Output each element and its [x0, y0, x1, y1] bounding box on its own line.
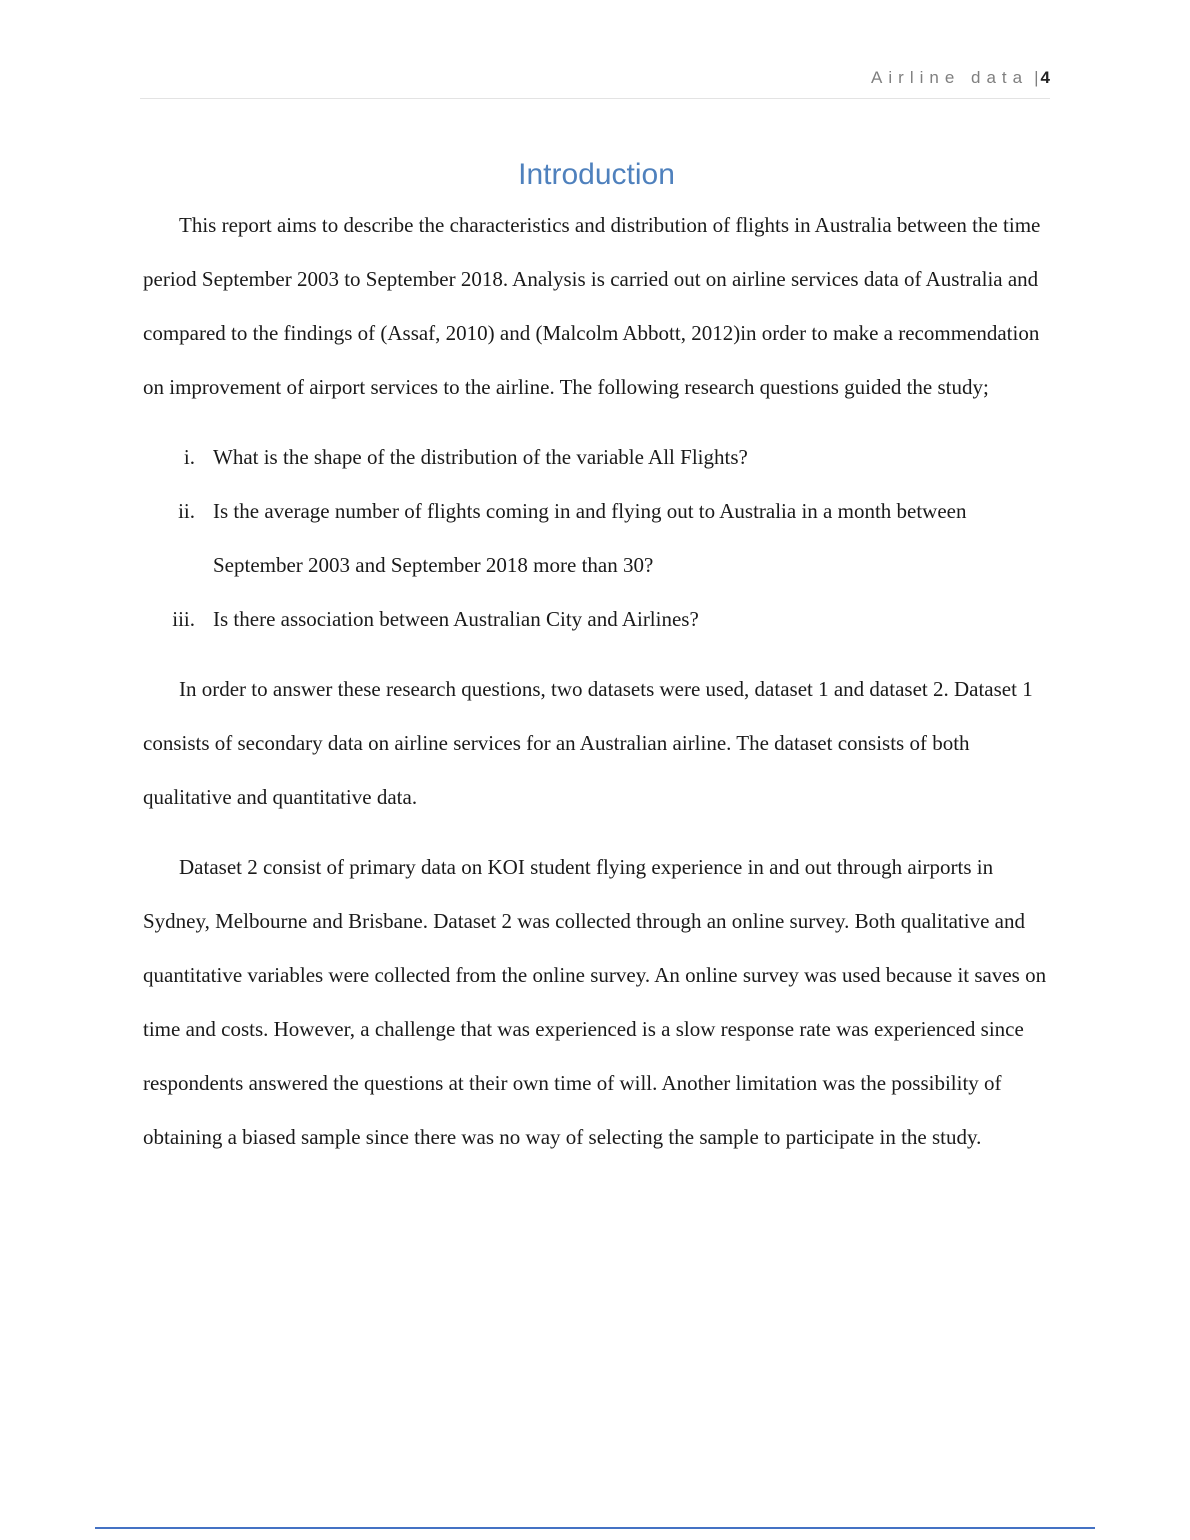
list-item-text: Is there association between Australian City and Airlines?: [213, 607, 699, 631]
research-questions-list: [143, 430, 1050, 646]
section-title: Introduction: [518, 158, 675, 191]
list-item-numeral: i.: [183, 445, 195, 469]
footer-accent-line: [95, 1527, 1095, 1529]
list-item-numeral: ii.: [178, 499, 195, 523]
paragraph-datasets: In order to answer these research questions, two datasets were used, dataset 1 and dataset 2. Dataset 1 consists of secondary data on airline services for an Australian airline. The dataset consists of both qualitative and quantitative data.: [143, 677, 1033, 809]
document-body: [143, 158, 1050, 1180]
paragraph-intro: This report aims to describe the characteristics and distribution of flights in Australia between the time period September 2003 to September 2018. Analysis is carried out on airline services data of Australia and compared to the findings of (Assaf, 2010) and (Malcolm Abbott, 2012)in order to make a recommendation on improvement of airport services to the airline. The following research questions guided the study;: [143, 213, 1041, 399]
list-item-text: What is the shape of the distribution of the variable All Flights?: [213, 445, 748, 469]
list-item: [143, 484, 1050, 592]
header-doc-title: Airline data: [871, 68, 1029, 87]
header-page-number: 4: [1040, 68, 1050, 87]
list-item: [143, 592, 1050, 646]
list-item-text: Is the average number of flights coming in and flying out to Australia in a month between September 2003 and September 2018 more than 30?: [213, 499, 967, 577]
page-header: [140, 68, 1050, 99]
header-separator: |: [1034, 68, 1039, 87]
list-item-numeral: iii.: [172, 607, 195, 631]
paragraph-dataset2: Dataset 2 consist of primary data on KOI student flying experience in and out through airports in Sydney, Melbourne and Brisbane. Dataset 2 was collected through an online survey. Both qualitative and quantitative variables were collected from the online survey. An online survey was used because it saves on time and costs. However, a challenge that was experienced is a slow response rate was experienced since respondents answered the questions at their own time of will. Another limitation was the possibility of obtaining a biased sample since there was no way of selecting the sample to participate in the study.: [143, 855, 1047, 1149]
list-item: [143, 430, 1050, 484]
